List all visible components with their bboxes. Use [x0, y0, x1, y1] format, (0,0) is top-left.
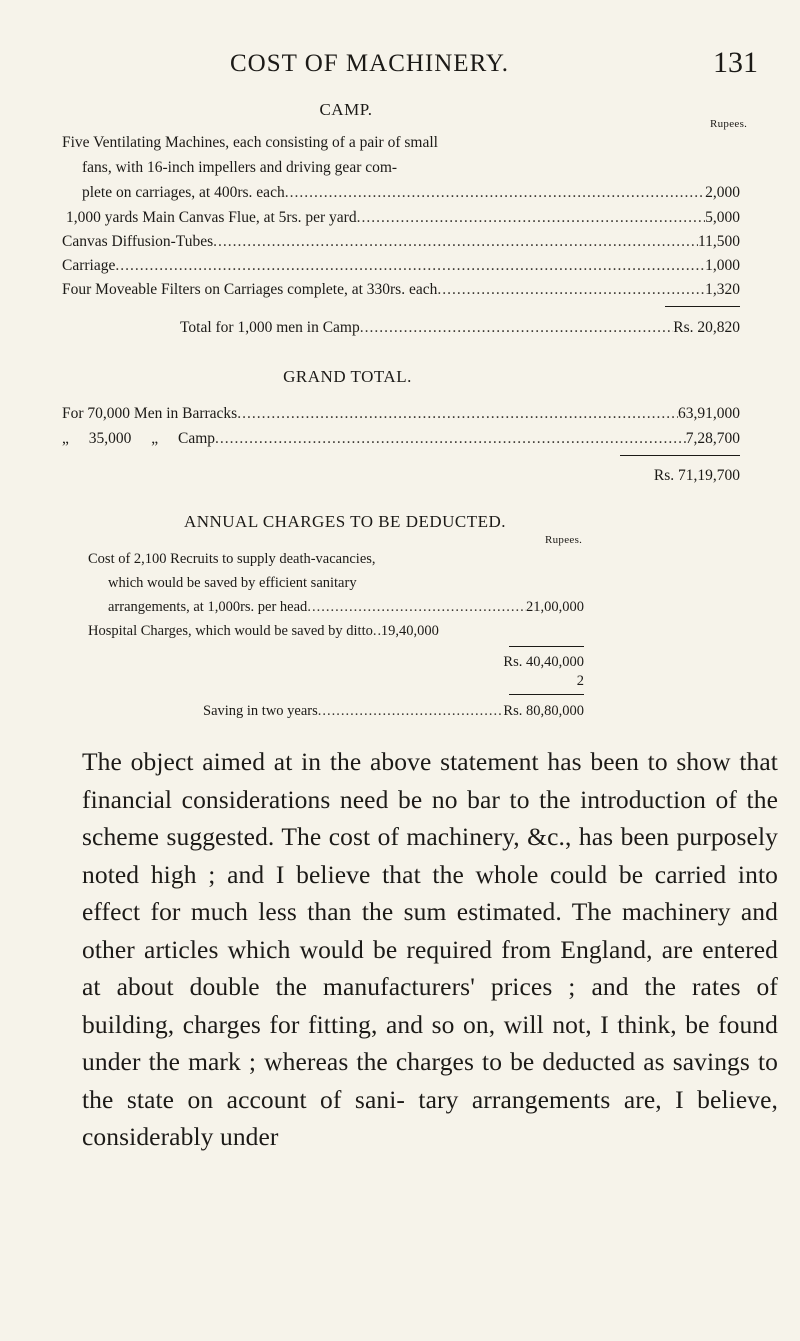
- camp-item1-line3: plete on carriages, at 400rs. each: [82, 184, 285, 201]
- leader-dots: [360, 318, 674, 338]
- body-paragraph: The object aimed at in the above statement has been to show that financial considerations need be no bar to the introduction of the scheme suggested. The cost of machinery, &c., has been purposely noted high ; and I believe that the whole could be carried into effect for much less than the sum estimated. The machinery and other articles which would be required from England, are entered at about double the manufacturers' prices ; and the rates of building, charges for fitting, and so on, will not, I think, be found under the mark ; whereas the charges to be deducted as savings to the state on account of sani- tary arrangements are, I believe, considerably under: [82, 747, 778, 1151]
- camp-item-row: [62, 280, 740, 300]
- leader-dots: [373, 621, 381, 641]
- leader-dots: [237, 404, 678, 424]
- annual-item2-amount: 19,40,000: [380, 623, 439, 639]
- rule: [620, 455, 740, 456]
- leader-dots: [215, 429, 686, 449]
- camp-item-amount: 11,500: [697, 233, 740, 250]
- rule: [509, 646, 584, 647]
- annual-item1-line2: which would be saved by efficient sanitary: [108, 575, 357, 591]
- annual-divisor: 2: [576, 673, 584, 689]
- leader-dots: [115, 256, 705, 276]
- annual-item1-line1: Cost of 2,100 Recruits to supply death-vacancies,: [88, 551, 376, 567]
- camp-item-amount: 5,000: [705, 209, 740, 226]
- grand-total-label: For 70,000 Men in Barracks: [62, 405, 238, 422]
- annual-saving-label: Saving in two years: [203, 703, 318, 719]
- camp-item-row: [66, 208, 740, 228]
- grand-total-sum: Rs. 71,19,700: [653, 467, 740, 484]
- annual-charges-heading: ANNUAL CHARGES TO BE DEDUCTED.: [183, 512, 507, 531]
- annual-saving-row: [203, 701, 584, 721]
- camp-item-amount: 1,320: [705, 281, 740, 298]
- annual-item2-label: Hospital Charges, which would be saved by ditto: [88, 623, 373, 639]
- leader-dots: [285, 183, 705, 203]
- rule: [665, 306, 740, 307]
- camp-item-label: Four Moveable Filters on Carriages complete, at 330rs. each: [62, 281, 438, 298]
- camp-total-amount: Rs. 20,820: [673, 319, 740, 336]
- camp-item1-amount: 2,000: [705, 184, 740, 201]
- camp-rupees-label: Rupees.: [710, 118, 748, 130]
- annual-saving-amount: Rs. 80,80,000: [503, 703, 584, 719]
- camp-heading: CAMP.: [319, 100, 373, 119]
- annual-item1-row: [108, 597, 584, 617]
- camp-item1-row: [82, 183, 740, 203]
- camp-total-row: [180, 318, 740, 338]
- camp-total-label: Total for 1,000 men in Camp: [180, 319, 360, 336]
- running-head-title: COST OF MACHINERY.: [230, 50, 509, 77]
- rule: [509, 694, 584, 695]
- running-head: [100, 46, 758, 86]
- annual-item1-line3: arrangements, at 1,000rs. per head: [108, 599, 308, 615]
- leader-dots: [437, 280, 705, 300]
- camp-item-row: [62, 232, 740, 252]
- camp-item1-line2: fans, with 16-inch impellers and driving gear com-: [82, 159, 398, 176]
- page-number: 131: [713, 46, 758, 79]
- camp-item-amount: 1,000: [705, 257, 740, 274]
- annual-rupees-label: Rupees.: [545, 534, 583, 546]
- camp-item-label: Canvas Diffusion-Tubes: [62, 233, 214, 250]
- grand-total-amount: 63,91,000: [678, 405, 740, 422]
- grand-total-row: [62, 404, 740, 424]
- camp-item-row: [62, 256, 740, 276]
- camp-item1-line1: Five Ventilating Machines, each consisting of a pair of small: [62, 134, 438, 151]
- leader-dots: [307, 597, 526, 617]
- leader-dots: [213, 232, 698, 252]
- grand-total-amount: 7,28,700: [685, 430, 740, 447]
- camp-item-label: Carriage: [62, 257, 116, 274]
- annual-item2-row: [88, 621, 584, 641]
- grand-total-row: [62, 429, 740, 449]
- leader-dots: [318, 701, 504, 721]
- leader-dots: [357, 208, 706, 228]
- camp-item-label: 1,000 yards Main Canvas Flue, at 5rs. per yard: [66, 209, 357, 226]
- grand-total-label: „ 35,000 „ Camp: [62, 430, 216, 447]
- annual-item1-amount: 21,00,000: [526, 599, 584, 615]
- grand-total-heading: GRAND TOTAL.: [283, 367, 412, 386]
- annual-subtotal: Rs. 40,40,000: [503, 654, 584, 670]
